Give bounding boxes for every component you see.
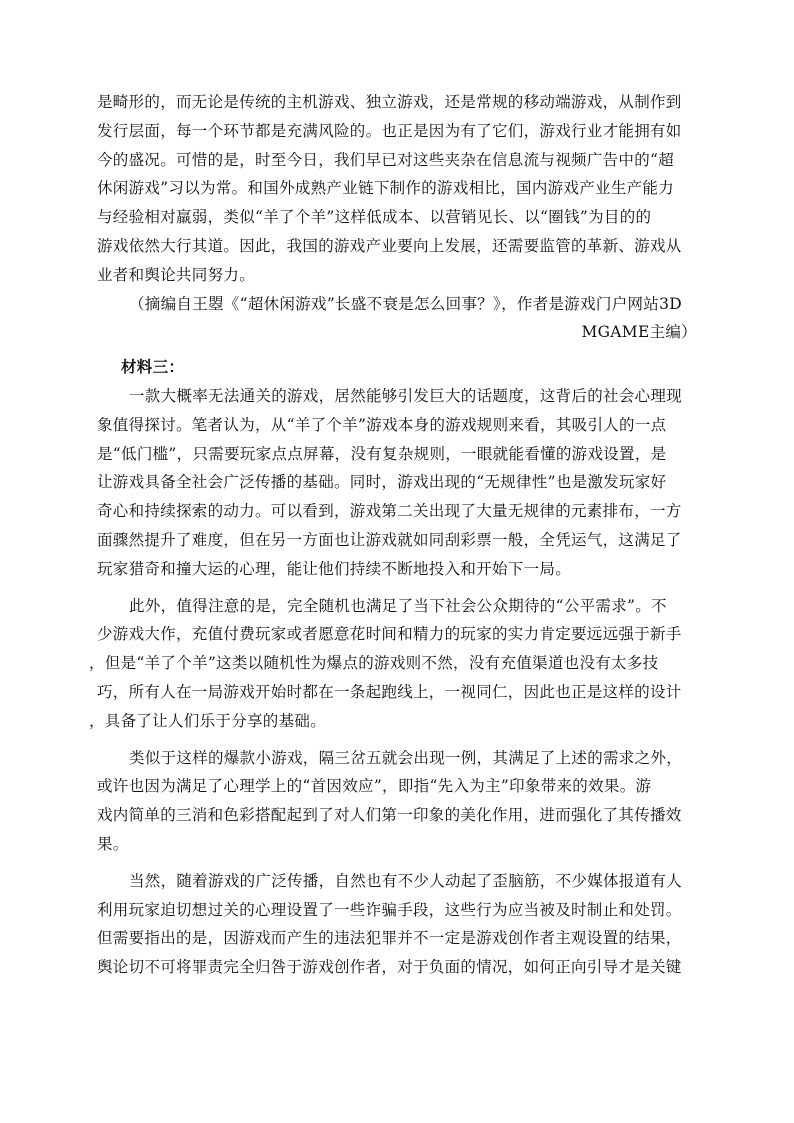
text-line: 一款大概率无法通关的游戏，居然能够引发巨大的话题度，这背后的社会心理现 [129,386,683,405]
text-line: 当然，随着游戏的广泛传播，自然也有不少人动起了歪脑筋，不少媒体报道有人 [129,871,683,890]
paragraph-material-two-conclusion [97,88,697,290]
text-line: 游戏依然大行其道。因此，我国的游戏产业要向上发展，还需要监管的革新、游戏从 [97,236,682,255]
text-line: 利用玩家迫切想过关的心理设置了一些诈骗手段，这些行为应当被及时制止和处罚。 [97,900,682,919]
document-page [89,88,697,982]
text-line: 是“低门槛”，只需要玩家点点屏幕，没有复杂规则，一眼就能看懂的游戏设置，是 [97,444,667,463]
text-line: 象值得探讨。笔者认为，从“羊了个羊”游戏本身的游戏规则来看，其吸引人的一点 [97,415,667,434]
text-line: ，具备了让人们乐于分享的基础。 [89,711,327,730]
text-line: 让游戏具备全社会广泛传播的基础。同时，游戏出现的“无规律性”也是激发玩家好 [97,473,667,492]
text-line: 或许也因为满足了心理学上的“首因效应”，即指“先入为主”印象带来的效果。游 [97,777,652,796]
citation-line: （摘编自王曌《“超休闲游戏”长盛不衰是怎么回事？》，作者是游戏门户网站3D [129,294,682,313]
citation-line: MGAME主编） [581,323,697,342]
section-heading: 材料三： [121,358,185,377]
text-line: ，但是“羊了个羊”这类以随机性为爆点的游戏则不然，没有充值渠道也没有太多技 [89,654,659,673]
text-line: 但需要指出的是，因游戏而产生的违法犯罪并不一定是游戏创作者主观设置的结果， [97,929,682,948]
text-line: 类似于这样的爆款小游戏，隔三岔五就会出现一例，其满足了上述的需求之外， [129,748,683,767]
text-line: 发行层面，每一个环节都是充满风险的。也正是因为有了它们，游戏行业才能拥有如 [97,121,682,140]
text-line: 是畸形的，而无论是传统的主机游戏、独立游戏，还是常规的移动端游戏，从制作到 [97,93,682,111]
text-line: 舆论切不可将罪责完全归咎于游戏创作者，对于负面的情况，如何正向引导才是关键 [97,958,682,977]
text-line: 戏内简单的三消和色彩搭配起到了对人们第一印象的美化作用，进而强化了其传播效 [97,806,682,825]
text-line: 此外，值得注意的是，完全随机也满足了当下社会公众期待的“公平需求”。不 [129,596,667,615]
text-line: 今的盛况。可惜的是，时至今日，我们早已对这些夹杂在信息流与视频广告中的“超 [97,150,675,169]
citation [97,290,697,348]
paragraph-material-three-3 [97,744,697,859]
text-line: 业者和舆论共同努力。 [97,265,256,284]
paragraph-material-three-1 [97,382,697,584]
text-line: 果。 [97,834,129,853]
text-line: 少游戏大作，充值付费玩家或者愿意花时间和精力的玩家的实力肯定要远远强于新手 [97,625,682,644]
paragraph-material-three-2 [89,592,697,736]
text-line: 与经验相对羸弱，类似“羊了个羊”这样低成本、以营销见长、以“圈钱”为目的的 [97,208,652,227]
paragraph-material-three-4 [97,867,697,982]
text-line: 巧，所有人在一局游戏开始时都在一条起跑线上，一视同仁，因此也正是这样的设计 [97,682,682,701]
text-line: 玩家猎奇和撞大运的心理，能让他们持续不断地投入和开始下一局。 [97,559,572,578]
text-line: 面骤然提升了难度，但在另一方面也让游戏就如同刮彩票一般，全凭运气，这满足了 [97,530,682,549]
text-line: 奇心和持续探索的动力。可以看到，游戏第二关出现了大量无规律的元素排布，一方 [97,502,682,521]
text-line: 休闲游戏”习以为常。和国外成熟产业链下制作的游戏相比，国内游戏产业生产能力 [97,179,675,198]
